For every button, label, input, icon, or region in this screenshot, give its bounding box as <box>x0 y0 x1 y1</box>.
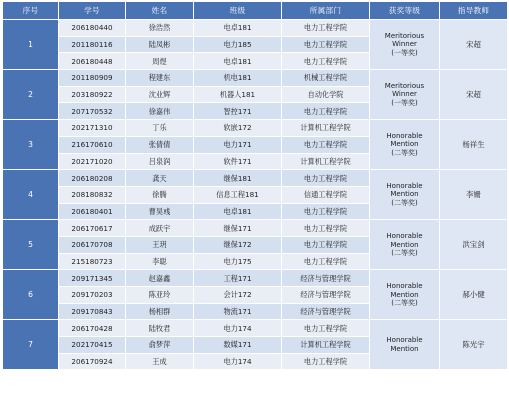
class-name: 数媒171 <box>194 337 282 354</box>
student-id: 208180832 <box>59 186 126 203</box>
class-name: 物流171 <box>194 303 282 320</box>
award-line: Mention <box>390 190 419 199</box>
group-index: 7 <box>3 320 59 370</box>
award-line: (二等奖) <box>391 198 418 207</box>
department: 电力工程学院 <box>282 53 370 70</box>
table-row <box>3 120 508 137</box>
group-index: 5 <box>3 220 59 270</box>
advisor-name: 杨祥生 <box>440 120 508 170</box>
class-name: 电力174 <box>194 353 282 370</box>
department: 经济与管理学院 <box>282 270 370 287</box>
department: 电力工程学院 <box>282 170 370 187</box>
award-level <box>370 20 440 70</box>
award-level <box>370 170 440 220</box>
student-id: 206170428 <box>59 320 126 337</box>
department: 电力工程学院 <box>282 103 370 120</box>
award-line: Honorable <box>386 232 423 241</box>
student-name: 徐腾 <box>126 186 194 203</box>
table-body <box>3 20 508 370</box>
student-name: 陆凤彬 <box>126 36 194 53</box>
group-index: 3 <box>3 120 59 170</box>
student-id: 201180909 <box>59 70 126 87</box>
student-name: 吕泉润 <box>126 153 194 170</box>
award-line: Honorable <box>386 181 423 190</box>
award-line: (二等奖) <box>391 299 418 308</box>
student-id: 206170924 <box>59 353 126 370</box>
class-name: 电卓181 <box>194 20 282 37</box>
department: 计算机工程学院 <box>282 337 370 354</box>
class-name: 电力171 <box>194 136 282 153</box>
class-name: 软件171 <box>194 153 282 170</box>
table-row <box>3 170 508 187</box>
student-id: 209171345 <box>59 270 126 287</box>
advisor-name: 郝小健 <box>440 270 508 320</box>
class-name: 机器人181 <box>194 86 282 103</box>
group-index: 1 <box>3 20 59 70</box>
group-index: 6 <box>3 270 59 320</box>
student-id: 216170610 <box>59 136 126 153</box>
award-level <box>370 270 440 320</box>
student-name: 张倩倩 <box>126 136 194 153</box>
header-award-level: 获奖等级 <box>370 2 440 20</box>
department: 电力工程学院 <box>282 253 370 270</box>
student-name: 王成 <box>126 353 194 370</box>
department: 经济与管理学院 <box>282 287 370 304</box>
award-level <box>370 70 440 120</box>
class-name: 继保171 <box>194 220 282 237</box>
award-line: (二等奖) <box>391 249 418 258</box>
table-row <box>3 270 508 287</box>
advisor-name: 洪宝剑 <box>440 220 508 270</box>
student-name: 沈业辉 <box>126 86 194 103</box>
award-line: Mention <box>390 344 419 353</box>
award-line: Honorable <box>386 336 423 345</box>
class-name: 信息工程181 <box>194 186 282 203</box>
student-name: 李聪 <box>126 253 194 270</box>
header-student-id: 学号 <box>59 2 126 20</box>
department: 电力工程学院 <box>282 353 370 370</box>
department: 计算机工程学院 <box>282 120 370 137</box>
student-id: 215180723 <box>59 253 126 270</box>
advisor-name: 宋超 <box>440 70 508 120</box>
department: 计算机工程学院 <box>282 153 370 170</box>
header-index: 序号 <box>3 2 59 20</box>
student-name: 陆牧君 <box>126 320 194 337</box>
awards-table <box>2 1 508 370</box>
student-name: 王玥 <box>126 236 194 253</box>
department: 自动化学院 <box>282 86 370 103</box>
student-name: 龚天 <box>126 170 194 187</box>
header-class: 班级 <box>194 2 282 20</box>
student-name: 周煜 <box>126 53 194 70</box>
group-index: 2 <box>3 70 59 120</box>
student-id: 206180401 <box>59 203 126 220</box>
student-id: 202171020 <box>59 153 126 170</box>
class-name: 软嵌172 <box>194 120 282 137</box>
student-id: 201180116 <box>59 36 126 53</box>
student-id: 207170532 <box>59 103 126 120</box>
award-line: Meritorious <box>384 31 425 40</box>
student-name: 曹昊彧 <box>126 203 194 220</box>
department: 电力工程学院 <box>282 203 370 220</box>
department: 机械工程学院 <box>282 70 370 87</box>
department: 电力工程学院 <box>282 136 370 153</box>
table-row <box>3 320 508 337</box>
department: 电力工程学院 <box>282 236 370 253</box>
header-advisor: 指导教师 <box>440 2 508 20</box>
student-name: 俞梦萍 <box>126 337 194 354</box>
class-name: 继保181 <box>194 170 282 187</box>
table-row <box>3 70 508 87</box>
class-name: 电卓181 <box>194 53 282 70</box>
class-name: 电力185 <box>194 36 282 53</box>
advisor-name: 李姗 <box>440 170 508 220</box>
student-name: 徐浩然 <box>126 20 194 37</box>
class-name: 智控171 <box>194 103 282 120</box>
award-line: Honorable <box>386 131 423 140</box>
group-index: 4 <box>3 170 59 220</box>
class-name: 会计172 <box>194 287 282 304</box>
award-line: Mention <box>390 290 419 299</box>
class-name: 工程171 <box>194 270 282 287</box>
award-line: (一等奖) <box>391 98 418 107</box>
award-line: Meritorious <box>384 81 425 90</box>
student-id: 206170617 <box>59 220 126 237</box>
student-id: 206180208 <box>59 170 126 187</box>
award-line: Winner <box>392 40 417 49</box>
student-name: 成跃宇 <box>126 220 194 237</box>
department: 电力工程学院 <box>282 320 370 337</box>
header-department: 所属部门 <box>282 2 370 20</box>
student-name: 杨相群 <box>126 303 194 320</box>
student-id: 206180448 <box>59 53 126 70</box>
student-id: 209170843 <box>59 303 126 320</box>
class-name: 继保172 <box>194 236 282 253</box>
student-name: 陈亚玲 <box>126 287 194 304</box>
award-line: Mention <box>390 240 419 249</box>
student-name: 赵嘉鑫 <box>126 270 194 287</box>
department: 经济与管理学院 <box>282 303 370 320</box>
class-name: 机电181 <box>194 70 282 87</box>
award-line: Winner <box>392 90 417 99</box>
class-name: 电力174 <box>194 320 282 337</box>
student-id: 203180922 <box>59 86 126 103</box>
department: 电力工程学院 <box>282 220 370 237</box>
student-name: 丁乐 <box>126 120 194 137</box>
student-id: 206180440 <box>59 20 126 37</box>
student-id: 206170708 <box>59 236 126 253</box>
department: 信通工程学院 <box>282 186 370 203</box>
header-name: 姓名 <box>126 2 194 20</box>
award-line: (一等奖) <box>391 48 418 57</box>
student-id: 202171310 <box>59 120 126 137</box>
award-line: Mention <box>390 140 419 149</box>
class-name: 电力175 <box>194 253 282 270</box>
award-level <box>370 320 440 370</box>
header-row <box>3 2 508 20</box>
student-id: 209170203 <box>59 287 126 304</box>
award-level <box>370 220 440 270</box>
award-level <box>370 120 440 170</box>
student-name: 徐嘉伟 <box>126 103 194 120</box>
advisor-name: 陈光宇 <box>440 320 508 370</box>
student-name: 程建东 <box>126 70 194 87</box>
table-row <box>3 20 508 37</box>
table-row <box>3 220 508 237</box>
class-name: 电卓181 <box>194 203 282 220</box>
student-id: 202170415 <box>59 337 126 354</box>
department: 电力工程学院 <box>282 20 370 37</box>
advisor-name: 宋超 <box>440 20 508 70</box>
award-line: (二等奖) <box>391 148 418 157</box>
award-line: Honorable <box>386 282 423 291</box>
department: 电力工程学院 <box>282 36 370 53</box>
